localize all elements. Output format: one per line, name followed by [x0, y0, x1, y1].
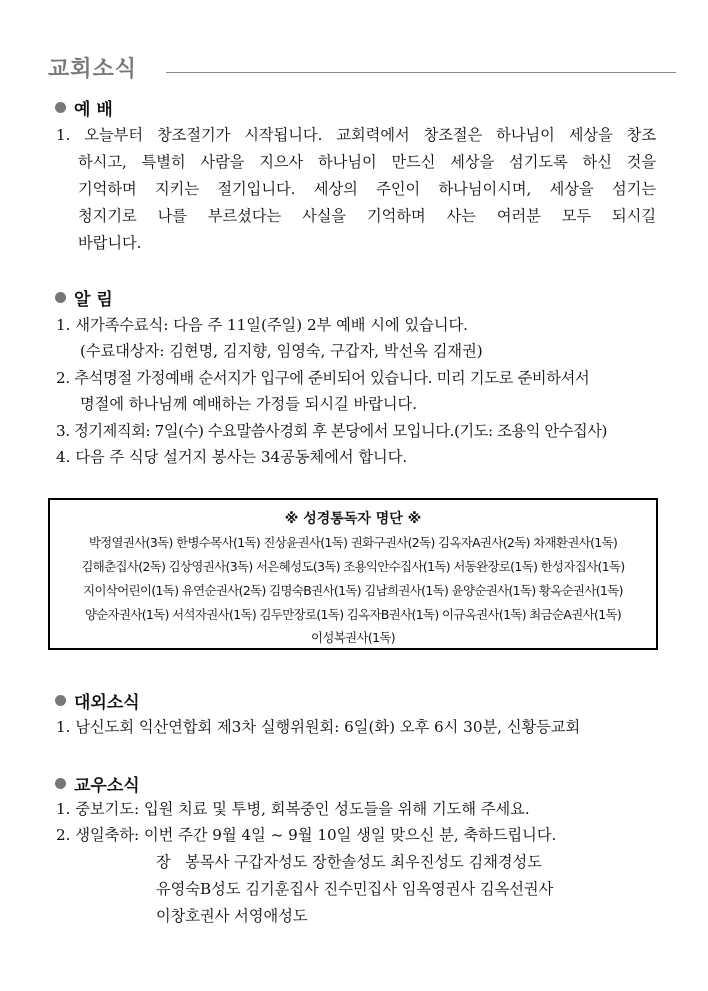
notice-line: (수료대상자: 김현명, 김지향, 임영숙, 구갑자, 박선옥 김재권)	[80, 342, 483, 360]
bible-readers-title: ※ 성경통독자 명단 ※	[284, 511, 422, 527]
bible-readers-row: 박정열권사(3독) 한병수목사(1독) 진상윤권사(1독) 권화구권사(2독) 김옥자A권사(2독) 차재환권사(1독)	[88, 535, 618, 550]
bullet-icon	[55, 292, 66, 303]
notice-line: 1. 새가족수료식: 다음 주 11일(주일) 2부 예배 시에 있습니다.	[56, 316, 468, 334]
external-line: 1. 남신도회 익산연합회 제3차 실행위원회: 6일(화) 오후 6시 30분, 신황등교회	[56, 718, 581, 736]
section-members-heading	[55, 771, 140, 796]
section-title: 대외소식	[74, 693, 140, 713]
worship-line: 하시고, 특별히 사람을 지으사 하나님이 만드신 세상을 섬기도록 하신 것을	[78, 153, 656, 171]
bible-readers-box	[48, 498, 658, 650]
bible-readers-row: 지이삭어린이(1독) 유연순권사(2독) 김명숙B권사(1독) 김남희권사(1독) 윤양순권사(1독) 황옥순권사(1독)	[83, 583, 623, 598]
member-line: 1. 중보기도: 입원 치료 및 투병, 회복중인 성도들을 위해 기도해 주세요.	[56, 800, 530, 818]
notice-line: 4. 다음 주 식당 설거지 봉사는 34공동체에서 합니다.	[56, 448, 408, 466]
worship-line: 청지기로 나를 부르셨다는 사실을 기억하며 사는 여러분 모두 되시길	[78, 207, 656, 225]
bible-readers-row: 이성복권사(1독)	[311, 630, 395, 645]
bible-readers-row: 양순자권사(1독) 서석자권사(1독) 김두만장로(1독) 김옥자B권사(1독) 이규옥권사(1독) 최금순A권사(1독)	[84, 607, 622, 622]
bullet-icon	[55, 102, 66, 113]
member-line: 2. 생일축하: 이번 주간 9월 4일 ~ 9월 10일 생일 맞으신 분, 축하드립니다.	[56, 826, 557, 844]
notice-line: 3. 정기제직회: 7일(수) 수요말씀사경회 후 본당에서 모입니다.(기도: 조용익 안수집사)	[56, 422, 608, 440]
birthday-names-line: 이창호권사 서영애성도	[156, 907, 308, 925]
section-title: 예 배	[74, 100, 113, 120]
bullet-icon	[55, 695, 66, 706]
worship-line: 바랍니다.	[78, 234, 142, 252]
notice-line: 명절에 하나님께 예배하는 가정들 되시길 바랍니다.	[80, 395, 418, 413]
birthday-names-line: 유영숙B성도 김기훈집사 진수민집사 임옥영권사 김옥선권사	[156, 880, 554, 898]
section-external-heading	[55, 688, 140, 713]
section-title: 교우소식	[74, 776, 140, 796]
bible-readers-row: 김해춘집사(2독) 김상영권사(3독) 서은혜성도(3독) 조용익안수집사(1독) 서동완장로(1독) 한성자집사(1독)	[81, 559, 625, 574]
birthday-names-line: 장 봉목사 구갑자성도 장한솔성도 최우진성도 김채경성도	[156, 853, 542, 871]
section-notices-heading	[55, 285, 113, 310]
page-title: 교회소식	[48, 57, 138, 82]
worship-line: 기억하며 지키는 절기입니다. 세상의 주인이 하나님이시며, 세상을 섬기는	[78, 180, 656, 198]
worship-line: 1. 오늘부터 창조절기가 시작됩니다. 교회력에서 창조절은 하나님이 세상을 창조	[56, 126, 656, 144]
notice-line: 2. 추석명절 가정예배 순서지가 입구에 준비되어 있습니다. 미리 기도로 준비하셔서	[56, 369, 590, 387]
title-divider	[166, 72, 676, 73]
section-worship-heading	[55, 95, 113, 120]
bullet-icon	[55, 778, 66, 789]
section-title: 알 림	[74, 290, 113, 310]
